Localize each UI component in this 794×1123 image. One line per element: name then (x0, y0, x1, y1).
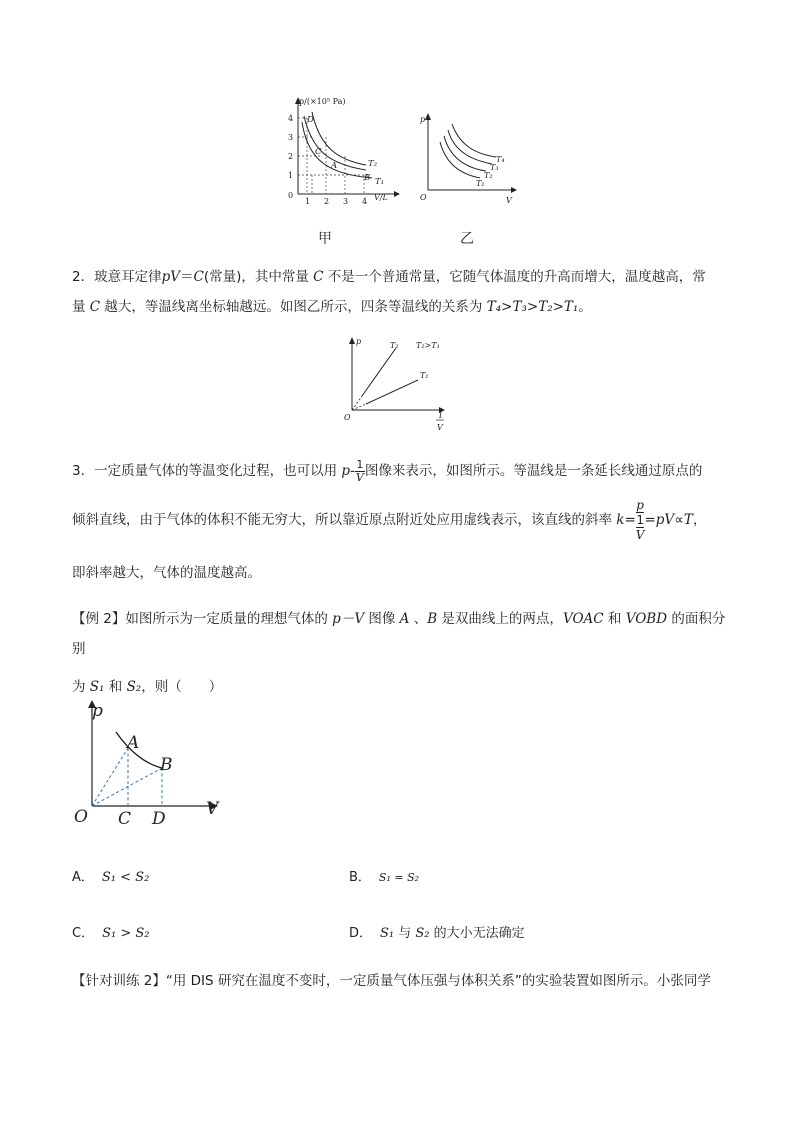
jia-x-label: V/L (374, 193, 388, 202)
jia-ytick: 3 (288, 133, 294, 142)
jia-xtick: 3 (343, 197, 349, 206)
yi-x-label: V (506, 196, 512, 205)
example-y-label: p (92, 701, 103, 721)
paragraph-3: 3．一定质量气体的等温变化过程，也可以用 p- $\frac{1}{V}$ 图像来表示，如图所示。等温线是一条延长线通过原点的 (72, 457, 703, 484)
yi-curve-t3: T₃ (490, 163, 499, 172)
jia-ytick: 2 (288, 152, 294, 161)
jia-curve-t1: T₁ (375, 177, 385, 187)
inverse-origin: O (344, 413, 351, 422)
figure-p-inverse-v (340, 332, 450, 432)
jia-xtick: 1 (305, 197, 311, 206)
inverse-x-num: 1 (438, 411, 444, 420)
caption-yi: 乙 (460, 231, 474, 247)
example-origin: O (74, 807, 88, 827)
jia-ytick: 4 (288, 114, 294, 123)
example-point-b: B (160, 755, 173, 775)
example-x-label: V (206, 799, 219, 819)
example-point-c: C (118, 809, 132, 829)
example-point-d: D (152, 809, 166, 829)
figure-yi (414, 108, 524, 206)
jia-curve-t2: T₂ (368, 159, 378, 169)
example-2: 【例 2】如图所示为一定质量的理想气体的 p－V 图像 A 、B 是双曲线上的两点，VOAC 和 VOBD 的面积分别 为 S₁ 和 S₂，则（ ） (72, 611, 726, 695)
inverse-relation: T₂>T₁ (416, 341, 440, 350)
jia-ytick: 0 (288, 191, 294, 200)
jia-xtick: 4 (362, 197, 368, 206)
paragraph-3-line-3: 即斜率越大，气体的温度越高。 (72, 565, 261, 581)
jia-ytick: 1 (288, 171, 294, 180)
paragraph-2: 2．玻意耳定律pV＝C(常量)，其中常量 C 不是一个普通常量，它随气体温度的升高而增大，温度越高，常 量 C 越大，等温线离坐标轴越远。如图乙所示，四条等温线的关系为 T₄>T₃>T₂>T₁。 (72, 269, 706, 315)
jia-point-b: B (364, 173, 371, 183)
caption-jia: 甲 (318, 231, 332, 247)
yi-curve-t4: T₄ (496, 155, 505, 164)
jia-y-label: p/(×10⁵ Pa) (299, 97, 346, 106)
yi-origin: O (420, 193, 427, 202)
inverse-x-den: V (437, 423, 443, 432)
inverse-line-t2: T₂ (390, 341, 399, 350)
figure-jia (282, 92, 402, 212)
yi-y-label: p (420, 115, 426, 124)
jia-point-d: D (307, 115, 314, 125)
jia-xtick: 2 (324, 197, 330, 206)
jia-point-c: C (315, 147, 322, 157)
jia-point-a: A (331, 161, 338, 171)
yi-curve-t1: T₁ (476, 179, 485, 188)
option-c[interactable]: C． S₁ > S₂ (72, 926, 150, 941)
option-b[interactable]: B． S₁ = S₂ (349, 870, 420, 885)
example-point-a: A (127, 733, 140, 753)
paragraph-3-line-2: 倾斜直线，由于气体的体积不能无穷大，所以靠近原点附近处应用虚线表示，该直线的斜率 k= p 1 V =pV∝T， (72, 498, 707, 542)
figure-example-pv (70, 692, 230, 832)
inverse-line-t1: T₁ (420, 371, 429, 380)
option-d[interactable]: D． S₁ 与 S₂ 的大小无法确定 (349, 926, 525, 941)
yi-curve-t2: T₂ (484, 171, 493, 180)
training-2: 【针对训练 2】“用 DIS 研究在温度不变时，一定质量气体压强与体积关系”的实验装置如图所示。小张同学 (72, 973, 711, 989)
inverse-y-label: p (356, 337, 362, 346)
option-a[interactable]: A． S₁ < S₂ (72, 870, 150, 885)
